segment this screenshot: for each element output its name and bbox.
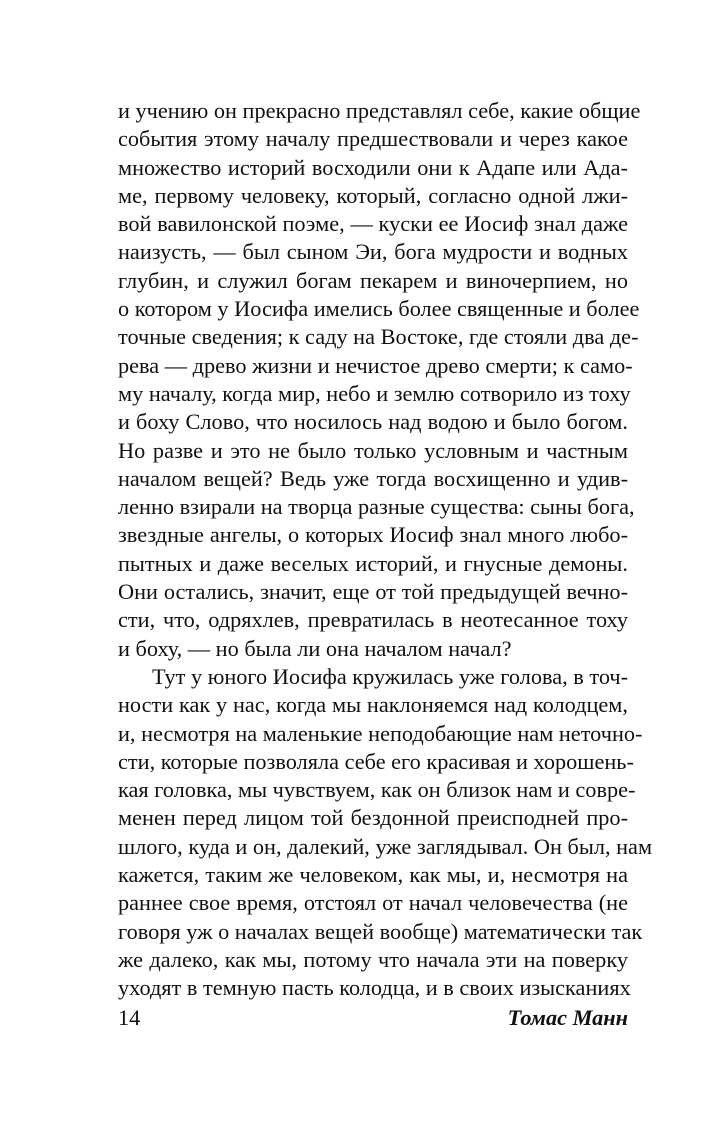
text-line: му началу, когда мир, небо и землю сотворило из тоху xyxy=(118,380,631,406)
text-line: и, несмотря на маленькие неподобающие нам неточно- xyxy=(118,720,643,746)
text-line: множество историй восходили они к Адапе или Ада- xyxy=(118,154,628,180)
text-line: и учению он прекрасно представлял себе, какие общие xyxy=(118,98,641,123)
text-line: Тут у юного Иосифа кружилась уже голова, в точ- xyxy=(152,663,629,689)
paragraph-2 xyxy=(118,663,653,1003)
text-line: вой вавилонской поэме, — куски ее Иосиф знал даже xyxy=(118,211,628,237)
text-line: Они остались, значит, еще от той предыдущей вечно- xyxy=(118,579,628,605)
text-line: началом вещей? Ведь уже тогда восхищенно и удив- xyxy=(118,465,628,491)
text-line: же далеко, как мы, потому что начала эти на поверку xyxy=(118,946,628,972)
text-line: глубин, и служил богам пекарем и виночерпием, но xyxy=(118,267,628,293)
text-line: и боху, — но была ли она началом начал? xyxy=(118,635,512,661)
text-line: ленно взирали на творца разные существа: сыны бога, xyxy=(118,494,635,520)
text-line: кажется, таким же человеком, как мы, и, несмотря на xyxy=(118,862,628,888)
text-line: рева — древо жизни и нечистое древо смерти; к само- xyxy=(118,352,633,378)
text-line: раннее свое время, отстоял от начал человечества (не xyxy=(118,890,628,916)
text-line: менен перед лицом той бездонной преисподней про- xyxy=(118,805,628,831)
text-line: звездные ангелы, о которых Иосиф знал много любо- xyxy=(118,522,628,548)
text-line: ности как у нас, когда мы наклоняемся над колодцем, xyxy=(118,692,628,718)
text-line: и боху Слово, что носилось над водою и было богом. xyxy=(118,409,628,435)
text-line: ме, первому человеку, который, согласно одной лжи- xyxy=(118,182,628,208)
text-line: события этому началу предшествовали и через какое xyxy=(118,126,628,152)
page-number: 14 xyxy=(118,1005,141,1030)
text-line: уходят в темную пасть колодца, и в своих изысканиях xyxy=(118,975,631,1001)
paragraph-1 xyxy=(118,97,641,663)
page-footer xyxy=(118,1003,628,1033)
text-line: сти, которые позволяла себе его красивая и хорошень- xyxy=(118,748,634,774)
text-line: наизусть, — был сыном Эи, бога мудрости и водных xyxy=(118,239,628,265)
text-line: сти, что, одряхлев, превратилась в неотесанное тоху xyxy=(118,607,628,633)
text-line: о котором у Иосифа имелись более священные и более xyxy=(118,296,640,322)
text-line: говоря уж о началах вещей вообще) математически так xyxy=(118,918,643,944)
text-line: пытных и даже веселых историй, и гнусные демоны. xyxy=(118,550,628,576)
text-line: Но разве и это не было только условным и частным xyxy=(118,437,628,463)
running-author: Томас Манн xyxy=(507,1005,628,1030)
text-line: шлого, куда и он, далекий, уже заглядывал. Он был, нам xyxy=(118,833,653,859)
text-line: кая головка, мы чувствуем, как он близок нам и совре- xyxy=(118,777,636,803)
body-text xyxy=(118,97,653,1003)
text-line: точные сведения; к саду на Востоке, где стояли два де- xyxy=(118,324,639,350)
